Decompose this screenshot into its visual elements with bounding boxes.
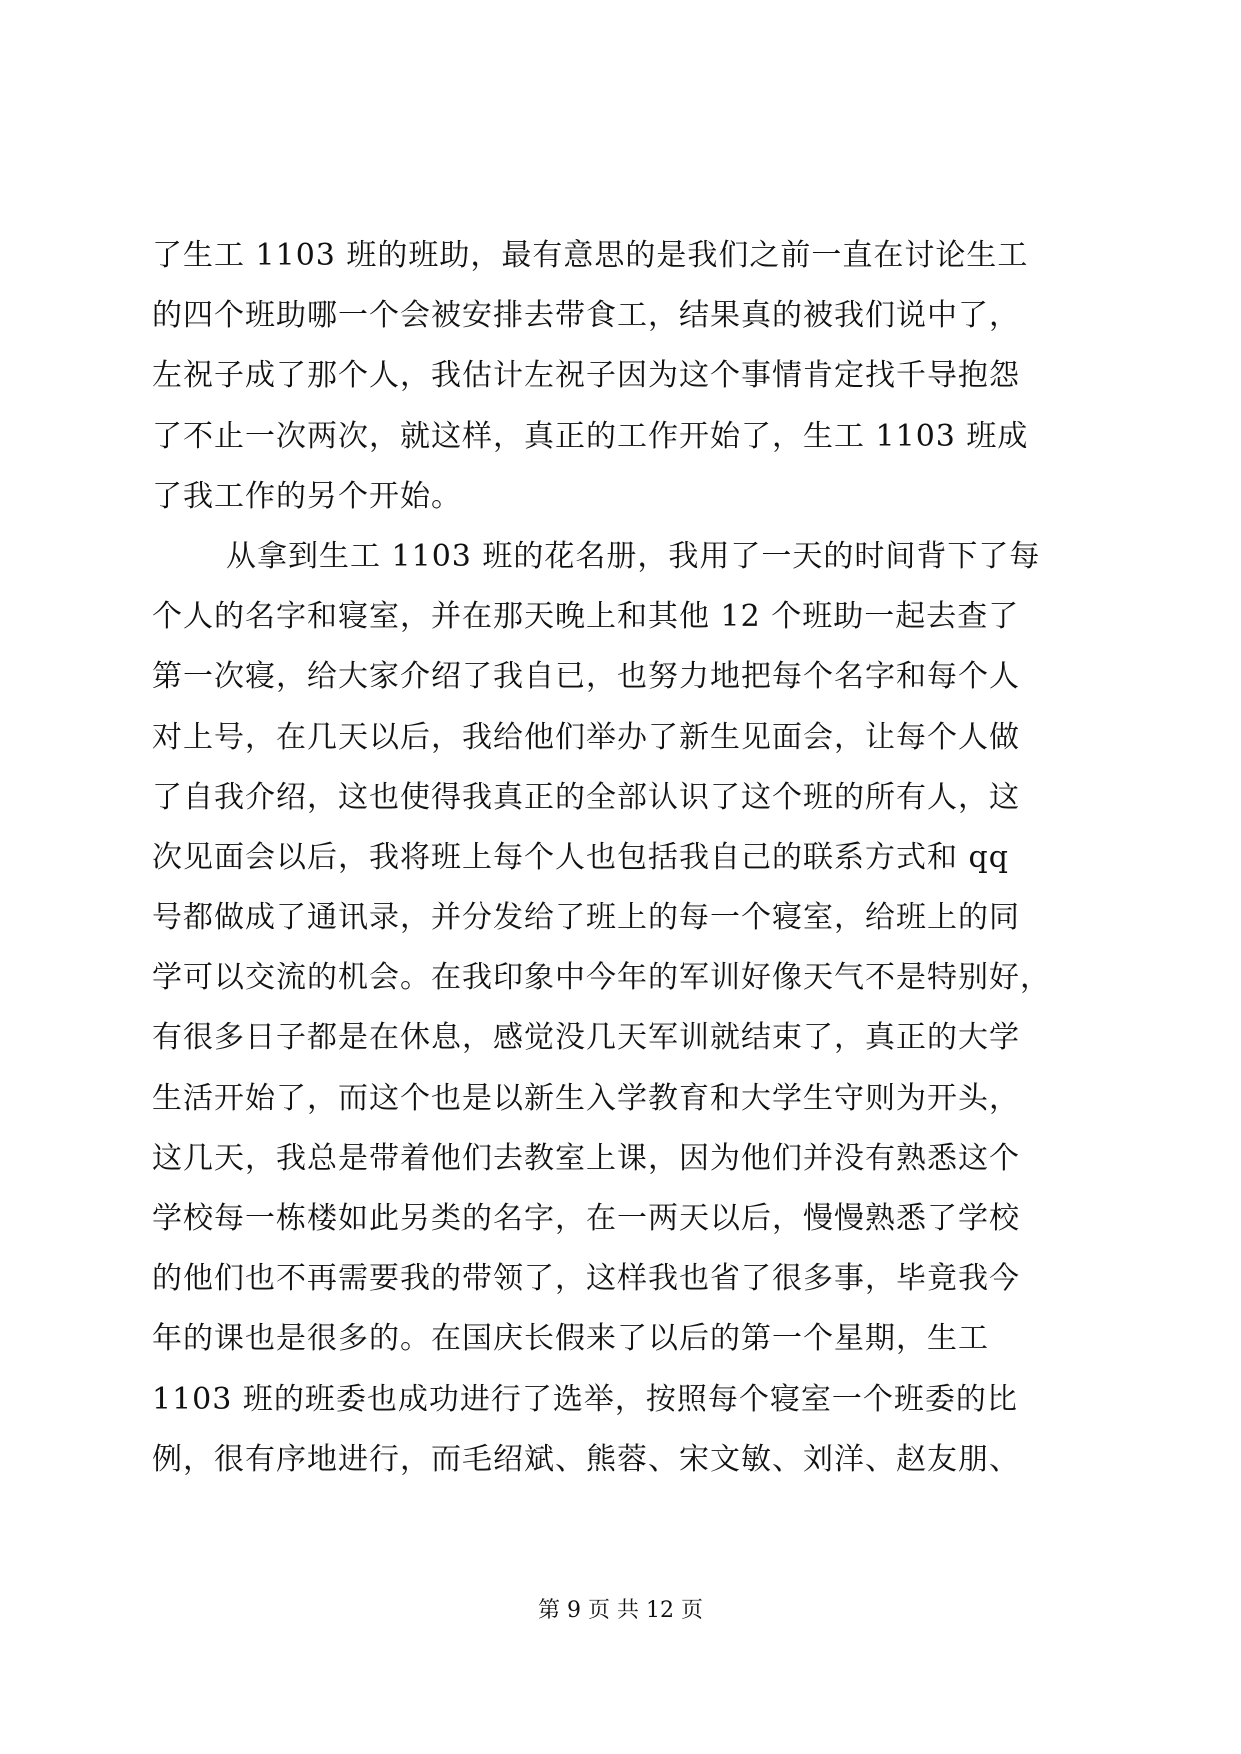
text-line: 了生工 1103 班的班助，最有意思的是我们之前一直在讨论生工 [152, 238, 1029, 273]
text-line: 个人的名字和寝室，并在那天晚上和其他 12 个班助一起去查了 [152, 599, 1020, 635]
paragraph-first-line: 从拿到生工 1103 班的花名册，我用了一天的时间背下了每 [226, 538, 1041, 574]
document-body [152, 226, 1092, 1490]
text-line: 学可以交流的机会。在我印象中今年的军训好像天气不是特别好， [152, 960, 1051, 996]
text-line: 了不止一次两次，就这样，真正的工作开始了，生工 1103 班成 [152, 418, 1029, 454]
text-line: 的四个班助哪一个会被安排去带食工，结果真的被我们说中了， [152, 298, 1020, 334]
text-line: 左祝子成了那个人，我估计左祝子因为这个事情肯定找千导抱怨 [152, 358, 1020, 394]
text-line: 的他们也不再需要我的带领了，这样我也省了很多事，毕竟我今 [152, 1261, 1020, 1297]
text-line: 这几天，我总是带着他们去教室上课，因为他们并没有熟悉这个 [152, 1140, 1020, 1176]
text-line: 年的课也是很多的。在国庆长假来了以后的第一个星期，生工 [152, 1321, 989, 1357]
text-line: 了我工作的另个开始。 [152, 478, 462, 514]
text-line: 例，很有序地进行，而毛绍斌、熊蓉、宋文敏、刘洋、赵友朋、 [152, 1441, 1020, 1477]
text-line: 学校每一栋楼如此另类的名字，在一两天以后，慢慢熟悉了学校 [152, 1201, 1020, 1236]
text-line: 对上号，在几天以后，我给他们举办了新生见面会，让每个人做 [152, 719, 1020, 755]
page-footer [0, 1596, 1241, 1626]
page-number: 第 9 页 共 12 页 [538, 1598, 703, 1623]
text-line: 号都做成了通讯录，并分发给了班上的每一个寝室，给班上的同 [152, 900, 1020, 936]
text-line: 1103 班的班委也成功进行了选举，按照每个寝室一个班委的比 [152, 1381, 1018, 1417]
text-line: 生活开始了，而这个也是以新生入学教育和大学生守则为开头， [152, 1080, 1020, 1116]
text-line: 了自我介绍，这也使得我真正的全部认识了这个班的所有人，这 [152, 779, 1020, 815]
text-line: 第一次寝，给大家介绍了我自已，也努力地把每个名字和每个人 [152, 659, 1020, 695]
text-line: 有很多日子都是在休息，感觉没几天军训就结束了，真正的大学 [152, 1020, 1020, 1056]
text-line: 次见面会以后，我将班上每个人也包括我自己的联系方式和 qq [152, 839, 1009, 875]
